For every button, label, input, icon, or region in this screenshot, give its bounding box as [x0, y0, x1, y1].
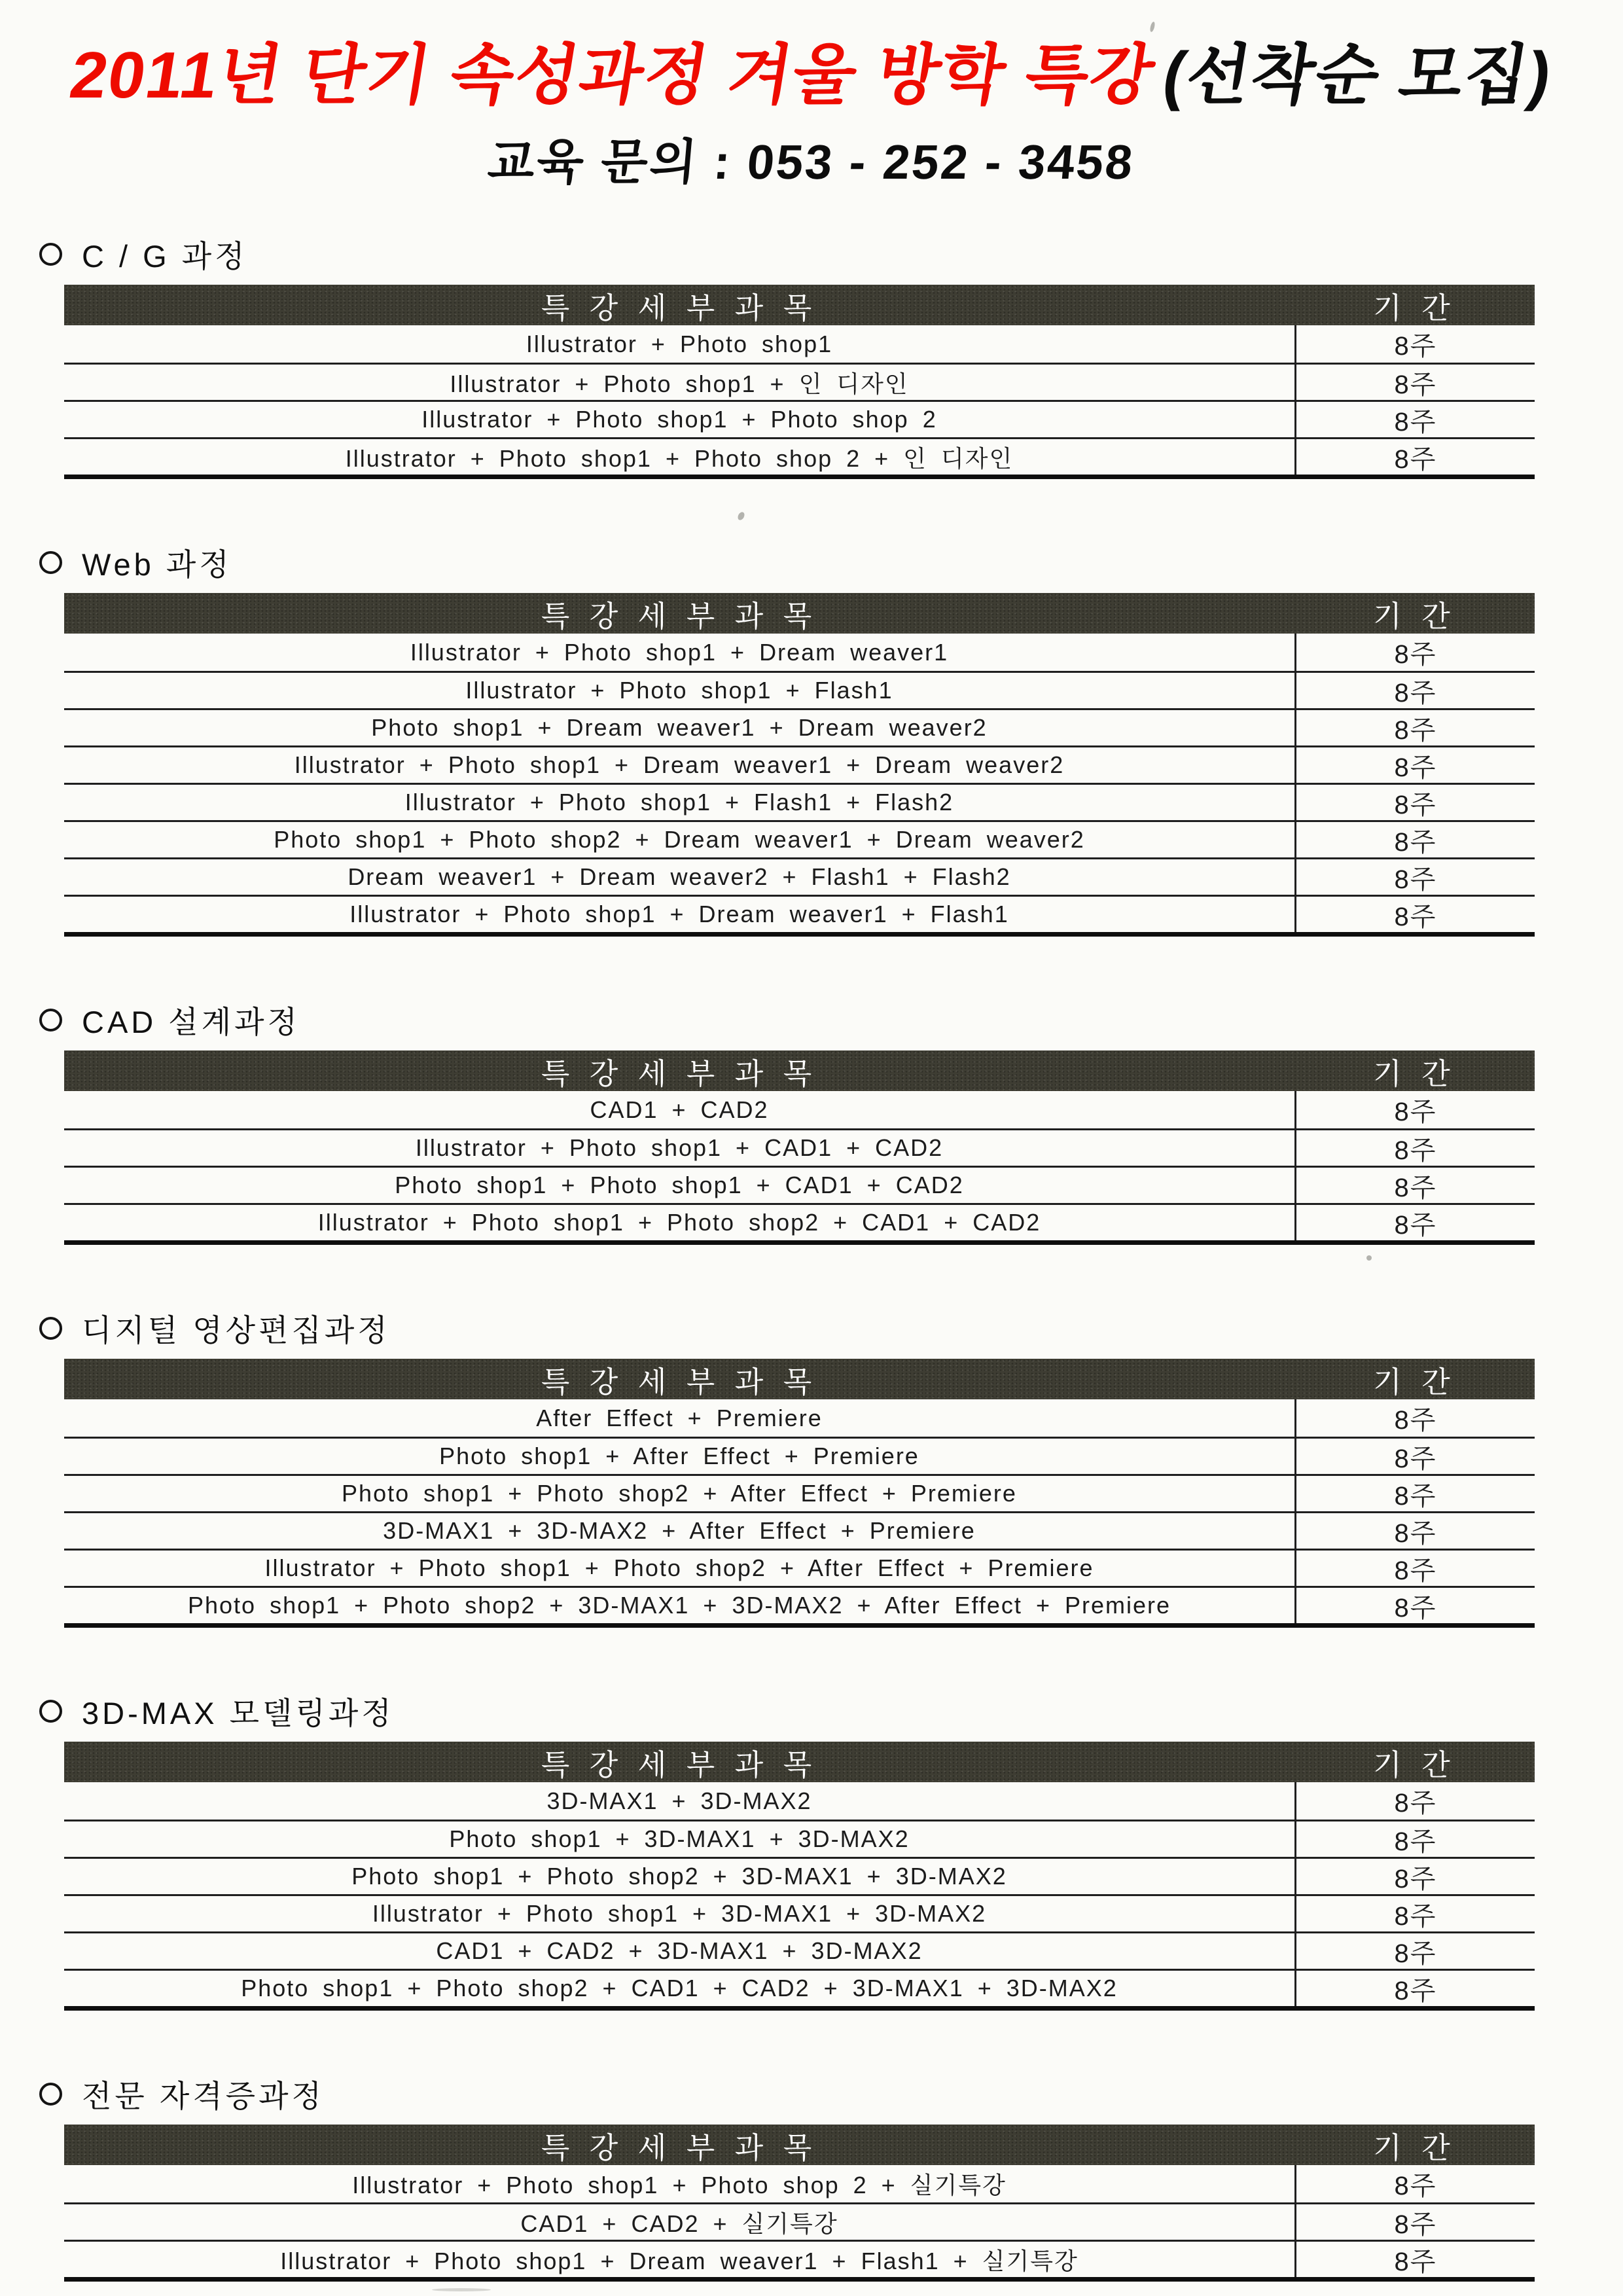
- table-row: [64, 1128, 1535, 1166]
- section-heading-label: CAD 설계과정: [82, 1004, 300, 1039]
- circle-bullet-icon: [39, 243, 62, 266]
- course-table: [64, 1359, 1535, 1628]
- scan-speck: [1366, 1255, 1372, 1261]
- table-row: [64, 671, 1535, 708]
- duration-cell: 8주: [1294, 365, 1535, 400]
- section-heading: [39, 545, 1535, 580]
- duration-cell: 8주: [1294, 1168, 1535, 1203]
- table-body: [64, 1782, 1535, 2011]
- column-header-duration: 기 간: [1373, 1056, 1456, 1090]
- duration-cell: 8주: [1294, 2165, 1535, 2202]
- table-row: [64, 2240, 1535, 2277]
- duration-cell: 8주: [1294, 2242, 1535, 2277]
- circle-bullet-icon: [39, 2083, 62, 2106]
- column-header-subject: 특 강 세 부 과 목: [541, 1365, 818, 1399]
- duration-cell: 8주: [1294, 1091, 1535, 1128]
- subject-cell: 3D-MAX1 + 3D-MAX2 + After Effect + Premiere: [383, 1517, 976, 1544]
- section-heading-label: C / G 과정: [82, 238, 248, 274]
- table-row: [64, 745, 1535, 783]
- circle-bullet-icon: [39, 1317, 62, 1340]
- section-heading: [39, 2076, 1535, 2111]
- table-row: [64, 1166, 1535, 1203]
- duration-cell: 8주: [1294, 747, 1535, 783]
- circle-bullet-icon: [39, 1700, 62, 1723]
- course-section: [64, 236, 1535, 479]
- duration-cell: 8주: [1294, 859, 1535, 895]
- table-body: [64, 1091, 1535, 1245]
- subject-cell: Illustrator + Photo shop1 + CAD1 + CAD2: [415, 1134, 944, 1161]
- duration-cell: 8주: [1294, 1933, 1535, 1969]
- table-row: [64, 363, 1535, 400]
- subject-cell: CAD1 + CAD2 + 실기특강: [520, 2210, 838, 2237]
- page-title-red-text: 2011년 단기 속성과정 겨울 방학 특강: [65, 39, 1161, 112]
- duration-cell: 8주: [1294, 1551, 1535, 1586]
- duration-cell: 8주: [1294, 822, 1535, 857]
- subject-cell: Illustrator + Photo shop1 + Dream weaver1: [410, 638, 949, 666]
- table-row: [64, 325, 1535, 363]
- duration-cell: 8주: [1294, 897, 1535, 932]
- table-row: [64, 820, 1535, 857]
- subject-cell: After Effect + Premiere: [536, 1404, 823, 1431]
- course-sections: [0, 236, 1623, 2282]
- table-row: [64, 1091, 1535, 1128]
- subject-cell: CAD1 + CAD2 + 3D-MAX1 + 3D-MAX2: [436, 1937, 923, 1964]
- table-row: [64, 1549, 1535, 1586]
- subject-cell: Photo shop1 + Photo shop2 + 3D-MAX1 + 3D-MAX2: [351, 1863, 1007, 1890]
- course-section: [64, 2076, 1535, 2282]
- subject-cell: Illustrator + Photo shop1 + Photo shop 2: [421, 406, 937, 433]
- table-row: [64, 1586, 1535, 1623]
- section-heading-label: 디지털 영상편집과정: [82, 1312, 391, 1348]
- table-row: [64, 634, 1535, 671]
- table-header-row: [64, 593, 1535, 634]
- column-header-subject: 특 강 세 부 과 목: [541, 599, 818, 633]
- duration-cell: 8주: [1294, 1896, 1535, 1931]
- table-header-row: [64, 2125, 1535, 2165]
- table-row: [64, 708, 1535, 745]
- column-header-subject: 특 강 세 부 과 목: [541, 1748, 818, 1782]
- section-heading: [39, 236, 1535, 272]
- course-section: [64, 1002, 1535, 1245]
- subject-cell: Photo shop1 + After Effect + Premiere: [439, 1443, 919, 1469]
- duration-cell: 8주: [1294, 1205, 1535, 1240]
- duration-cell: 8주: [1294, 402, 1535, 437]
- duration-cell: 8주: [1294, 1821, 1535, 1857]
- duration-cell: 8주: [1294, 1399, 1535, 1437]
- subject-cell: Illustrator + Photo shop1 + Photo shop 2 + 실기특강: [352, 2172, 1007, 2198]
- column-header-duration: 기 간: [1373, 291, 1456, 325]
- duration-cell: 8주: [1294, 325, 1535, 363]
- column-header-duration: 기 간: [1373, 1365, 1456, 1399]
- subject-cell: Photo shop1 + 3D-MAX1 + 3D-MAX2: [449, 1825, 910, 1852]
- table-row: [64, 1894, 1535, 1931]
- contact-phone: 교육 문의 : 053 - 252 - 3458: [486, 135, 1137, 189]
- subject-cell: Illustrator + Photo shop1 + Dream weaver1 + Flash1: [349, 901, 1009, 927]
- duration-cell: 8주: [1294, 1859, 1535, 1894]
- duration-cell: 8주: [1294, 2204, 1535, 2240]
- subject-cell: CAD1 + CAD2: [590, 1096, 769, 1123]
- table-body: [64, 1399, 1535, 1628]
- course-section: [64, 545, 1535, 937]
- course-table: [64, 593, 1535, 937]
- section-heading-label: Web 과정: [82, 547, 232, 582]
- column-header-duration: 기 간: [1373, 1748, 1456, 1782]
- course-section: [64, 1310, 1535, 1628]
- table-row: [64, 857, 1535, 895]
- table-row: [64, 1511, 1535, 1549]
- subject-cell: 3D-MAX1 + 3D-MAX2: [546, 1787, 812, 1814]
- table-row: [64, 1399, 1535, 1437]
- subject-cell: Illustrator + Photo shop1 + Dream weaver1 + Dream weaver2: [294, 751, 1065, 778]
- column-header-subject: 특 강 세 부 과 목: [541, 1056, 818, 1090]
- course-table: [64, 285, 1535, 479]
- duration-cell: 8주: [1294, 1588, 1535, 1623]
- table-row: [64, 1474, 1535, 1511]
- subject-cell: Illustrator + Photo shop1 + Photo shop2 + After Effect + Premiere: [264, 1554, 1094, 1581]
- circle-bullet-icon: [39, 551, 62, 574]
- duration-cell: 8주: [1294, 1439, 1535, 1474]
- section-heading: [39, 1002, 1535, 1037]
- table-row: [64, 1857, 1535, 1894]
- subject-cell: Photo shop1 + Dream weaver1 + Dream weaver2: [371, 714, 988, 741]
- subject-cell: Dream weaver1 + Dream weaver2 + Flash1 + Flash2: [348, 863, 1011, 890]
- subject-cell: Illustrator + Photo shop1 + Photo shop 2 + 인 디자인: [345, 444, 1014, 472]
- table-row: [64, 400, 1535, 437]
- duration-cell: 8주: [1294, 1971, 1535, 2006]
- subject-cell: Illustrator + Photo shop1 + Photo shop2 + CAD1 + CAD2: [317, 1209, 1041, 1236]
- course-table: [64, 1742, 1535, 2011]
- duration-cell: 8주: [1294, 785, 1535, 820]
- subject-cell: Photo shop1 + Photo shop1 + CAD1 + CAD2: [395, 1172, 964, 1198]
- subject-cell: Photo shop1 + Photo shop2 + 3D-MAX1 + 3D-MAX2 + After Effect + Premiere: [187, 1592, 1171, 1619]
- table-row: [64, 437, 1535, 475]
- subject-cell: Illustrator + Photo shop1: [526, 330, 833, 357]
- table-row: [64, 1969, 1535, 2006]
- table-header-row: [64, 285, 1535, 325]
- table-header-row: [64, 1359, 1535, 1399]
- course-table: [64, 1050, 1535, 1245]
- duration-cell: 8주: [1294, 1476, 1535, 1511]
- table-row: [64, 895, 1535, 932]
- table-row: [64, 783, 1535, 820]
- column-header-duration: 기 간: [1373, 599, 1456, 633]
- section-heading: [39, 1693, 1535, 1729]
- section-heading: [39, 1310, 1535, 1346]
- duration-cell: 8주: [1294, 710, 1535, 745]
- table-row: [64, 1437, 1535, 1474]
- scan-speck: [432, 2288, 491, 2291]
- subject-cell: Illustrator + Photo shop1 + 3D-MAX1 + 3D-MAX2: [372, 1900, 987, 1927]
- subject-cell: Illustrator + Photo shop1 + Flash1: [465, 677, 893, 704]
- subject-cell: Illustrator + Photo shop1 + 인 디자인: [450, 370, 909, 397]
- table-row: [64, 1820, 1535, 1857]
- column-header-duration: 기 간: [1373, 2130, 1456, 2164]
- table-row: [64, 2202, 1535, 2240]
- subject-cell: Illustrator + Photo shop1 + Flash1 + Flash2: [404, 789, 954, 816]
- table-row: [64, 1931, 1535, 1969]
- duration-cell: 8주: [1294, 1513, 1535, 1549]
- section-heading-label: 전문 자격증과정: [82, 2078, 325, 2113]
- duration-cell: 8주: [1294, 673, 1535, 708]
- course-section: [64, 1693, 1535, 2011]
- subject-cell: Photo shop1 + Photo shop2 + Dream weaver1 + Dream weaver2: [274, 826, 1085, 853]
- table-body: [64, 634, 1535, 937]
- page-title: [0, 38, 1623, 113]
- subject-cell: Illustrator + Photo shop1 + Dream weaver1 + Flash1 + 실기특강: [280, 2247, 1079, 2274]
- scan-speck: [1149, 22, 1156, 33]
- subject-cell: Photo shop1 + Photo shop2 + CAD1 + CAD2 + 3D-MAX1 + 3D-MAX2: [241, 1975, 1118, 2001]
- duration-cell: 8주: [1294, 439, 1535, 475]
- table-header-row: [64, 1742, 1535, 1782]
- duration-cell: 8주: [1294, 1782, 1535, 1820]
- page-title-black-text: (선착순 모집): [1158, 39, 1558, 112]
- column-header-subject: 특 강 세 부 과 목: [541, 2130, 818, 2164]
- section-heading-label: 3D-MAX 모델링과정: [82, 1695, 395, 1731]
- duration-cell: 8주: [1294, 1130, 1535, 1166]
- circle-bullet-icon: [39, 1009, 62, 1031]
- table-row: [64, 1782, 1535, 1820]
- table-row: [64, 2165, 1535, 2202]
- duration-cell: 8주: [1294, 634, 1535, 671]
- table-body: [64, 325, 1535, 479]
- column-header-subject: 특 강 세 부 과 목: [541, 291, 818, 325]
- course-table: [64, 2125, 1535, 2282]
- table-row: [64, 1203, 1535, 1240]
- table-body: [64, 2165, 1535, 2282]
- subject-cell: Photo shop1 + Photo shop2 + After Effect + Premiere: [342, 1480, 1017, 1507]
- table-header-row: [64, 1050, 1535, 1091]
